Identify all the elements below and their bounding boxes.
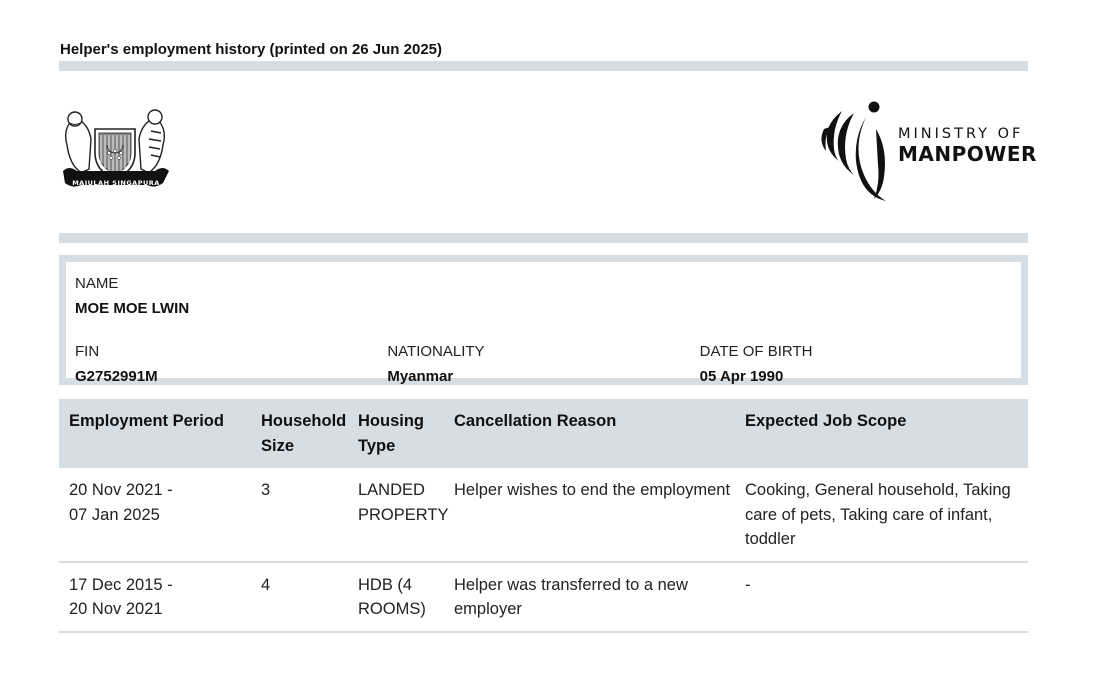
mom-line2: MANPOWER <box>898 142 1037 166</box>
nationality-label: NATIONALITY <box>387 343 485 360</box>
housing-type-line2: PROPERTY <box>358 505 449 524</box>
table-row <box>59 562 1028 632</box>
helper-name: MOE MOE LWIN <box>75 300 190 317</box>
household-size-cell: 3 <box>261 468 358 562</box>
housing-type-line1: HDB (4 <box>358 575 413 594</box>
mom-line1: MINISTRY OF <box>898 126 1024 142</box>
cancellation-reason-cell: Helper wishes to end the employment <box>454 468 745 562</box>
table-row <box>59 468 1028 562</box>
housing-type-line1: LANDED <box>358 481 425 499</box>
dob-field <box>700 342 1012 386</box>
employment-history-table <box>59 399 1028 633</box>
ministry-of-manpower-logo <box>818 99 1037 203</box>
fin-value: G2752991M <box>75 368 158 385</box>
housing-type-line2: ROOMS) <box>358 600 426 618</box>
header-housing-type: Housing Type <box>358 399 454 468</box>
header-cancellation-reason: Cancellation Reason <box>454 399 745 468</box>
dob-value: 05 Apr 1990 <box>699 368 784 385</box>
name-field <box>75 274 1012 318</box>
cancellation-reason-cell: Helper was transferred to a new employer <box>454 562 745 632</box>
employment-period-cell <box>59 468 261 562</box>
nationality-value: Myanmar <box>387 368 454 385</box>
header-household-size: Household Size <box>261 399 358 468</box>
employment-period-cell <box>59 562 261 632</box>
header-employment-period: Employment Period <box>59 399 261 468</box>
bottom-divider-bar <box>59 233 1028 243</box>
job-scope-cell: - <box>745 562 1028 632</box>
household-size-cell: 4 <box>261 562 358 632</box>
helper-info-box <box>59 255 1028 385</box>
housing-type-cell <box>358 562 454 632</box>
singapore-coat-of-arms-icon <box>61 101 171 197</box>
print-title: Helper's employment history (printed on 26 Jun 2025) <box>60 41 442 58</box>
logo-band <box>59 71 1037 233</box>
nationality-field <box>387 342 699 386</box>
job-scope-cell: Cooking, General household, Taking care of pets, Taking care of infant, toddler <box>745 468 1028 562</box>
mom-swirl-icon <box>818 99 898 203</box>
header-expected-job-scope: Expected Job Scope <box>745 399 1028 468</box>
period-start: 17 Dec 2015 - <box>69 575 173 594</box>
svg-text:MAJULAH SINGAPURA: MAJULAH SINGAPURA <box>72 179 160 187</box>
fin-field <box>75 342 387 386</box>
employment-history-document <box>59 40 1037 633</box>
dob-label: DATE OF BIRTH <box>699 343 813 360</box>
period-end: 07 Jan 2025 <box>69 505 160 524</box>
name-label: NAME <box>75 275 119 292</box>
table-header-row <box>59 399 1028 468</box>
period-start: 20 Nov 2021 - <box>69 481 173 499</box>
fin-label: FIN <box>75 343 100 360</box>
housing-type-cell <box>358 468 454 562</box>
period-end: 20 Nov 2021 <box>69 600 163 618</box>
top-divider-bar <box>59 61 1028 71</box>
